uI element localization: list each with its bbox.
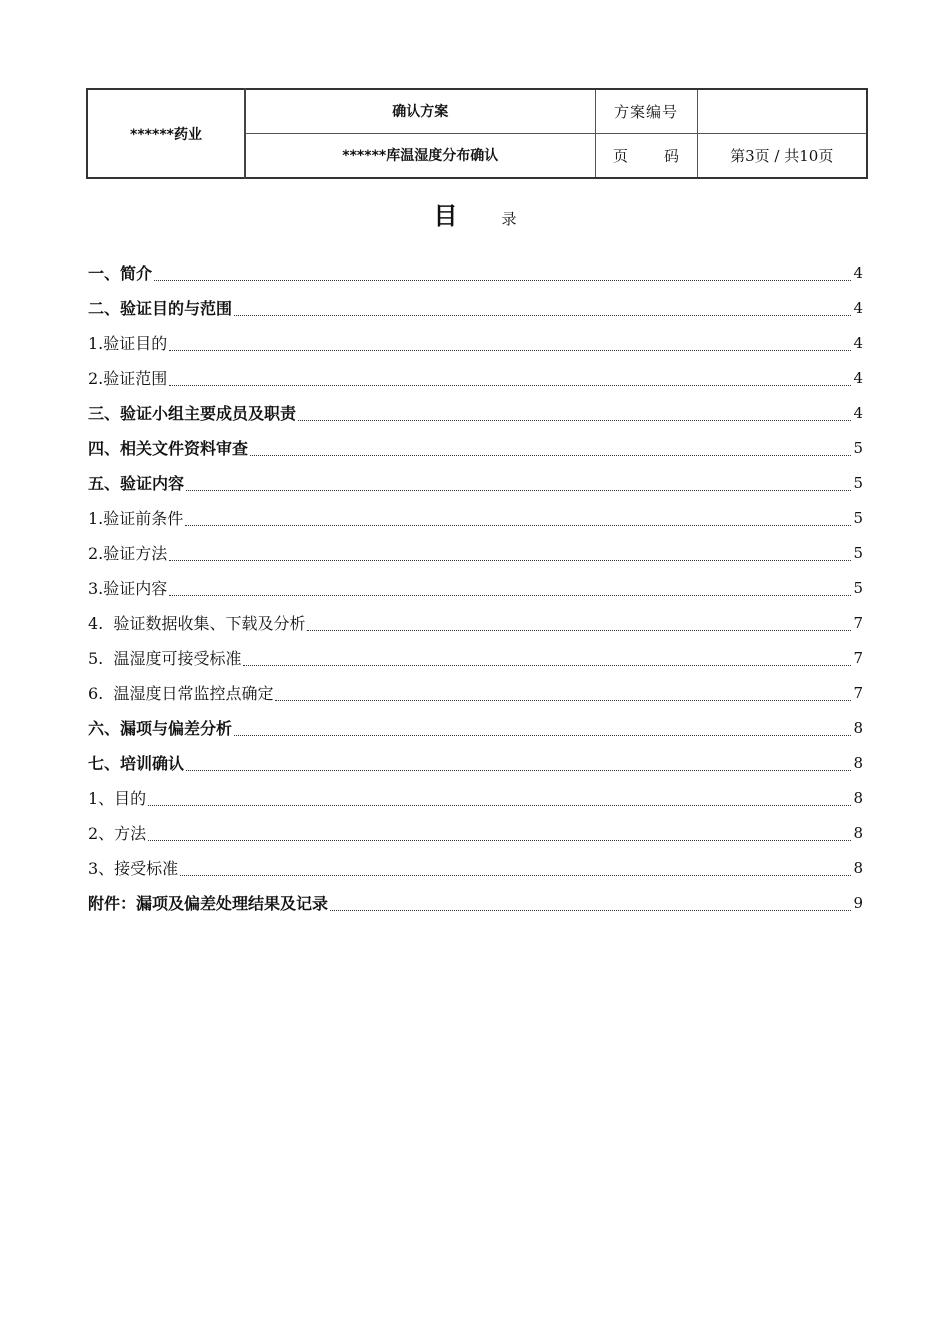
toc-entry-text: 2.验证方法	[88, 544, 168, 563]
toc-entry-text: 4. 验证数据收集、下载及分析	[88, 614, 306, 633]
toc-entry-text: 一、简介	[88, 264, 153, 283]
toc-heading-big: 目	[433, 202, 458, 230]
page-label	[595, 133, 697, 178]
toc-entry-page: 5	[853, 543, 863, 562]
document-header-table	[86, 88, 868, 179]
toc-entry-text: 2、方法	[88, 824, 147, 843]
toc-entry-page: 8	[853, 753, 863, 772]
toc-entry-text: 三、验证小组主要成员及职责	[88, 404, 297, 423]
toc-entry-text: 1.验证前条件	[88, 509, 184, 528]
toc-leader	[186, 756, 851, 771]
toc-entry-page: 7	[853, 613, 863, 632]
toc-leader	[234, 721, 851, 736]
plan-number-label: 方案编号	[595, 89, 697, 133]
toc-leader	[307, 616, 851, 631]
toc-entry-text: 3、接受标准	[88, 859, 179, 878]
toc-leader	[185, 511, 851, 526]
toc-entry[interactable]	[88, 500, 863, 535]
toc-leader	[169, 581, 851, 596]
toc-entry-page: 4	[853, 263, 863, 282]
toc-entry-page: 7	[853, 648, 863, 667]
toc-entry[interactable]	[88, 675, 863, 710]
toc-entry[interactable]	[88, 640, 863, 675]
page-label-char-1: 页	[612, 146, 628, 165]
table-of-contents	[88, 255, 863, 920]
toc-entry[interactable]	[88, 780, 863, 815]
toc-entry-page: 8	[853, 788, 863, 807]
toc-entry-page: 9	[853, 893, 863, 912]
toc-leader	[186, 476, 851, 491]
toc-entry-text: 二、验证目的与范围	[88, 299, 233, 318]
toc-entry[interactable]	[88, 430, 863, 465]
toc-leader	[330, 896, 851, 911]
page-label-char-2: 码	[664, 146, 680, 165]
doc-type: 确认方案	[245, 89, 595, 133]
toc-entry-text: 四、相关文件资料审查	[88, 439, 249, 458]
toc-entry-text: 6. 温湿度日常监控点确定	[88, 684, 274, 703]
toc-leader	[169, 546, 851, 561]
toc-entry-page: 4	[853, 333, 863, 352]
toc-entry[interactable]	[88, 570, 863, 605]
toc-entry[interactable]	[88, 290, 863, 325]
toc-entry-page: 8	[853, 718, 863, 737]
toc-leader	[243, 651, 851, 666]
toc-entry[interactable]	[88, 465, 863, 500]
toc-entry[interactable]	[88, 710, 863, 745]
toc-entry-page: 4	[853, 368, 863, 387]
toc-entry-page: 4	[853, 403, 863, 422]
toc-leader	[154, 266, 851, 281]
toc-entry-text: 五、验证内容	[88, 474, 185, 493]
toc-entry[interactable]	[88, 395, 863, 430]
toc-leader	[148, 791, 851, 806]
plan-number-value	[697, 89, 867, 133]
toc-leader	[298, 406, 851, 421]
toc-entry-page: 5	[853, 473, 863, 492]
toc-leader	[234, 301, 851, 316]
toc-entry-text: 2.验证范围	[88, 369, 168, 388]
toc-entry[interactable]	[88, 605, 863, 640]
toc-entry[interactable]	[88, 815, 863, 850]
toc-entry[interactable]	[88, 255, 863, 290]
toc-entry[interactable]	[88, 850, 863, 885]
toc-entry-page: 7	[853, 683, 863, 702]
toc-entry-page: 8	[853, 858, 863, 877]
toc-leader	[275, 686, 851, 701]
toc-entry-page: 5	[853, 438, 863, 457]
toc-entry-text: 七、培训确认	[88, 754, 185, 773]
company-name: ******药业	[87, 89, 245, 178]
toc-entry-page: 4	[853, 298, 863, 317]
toc-entry[interactable]	[88, 745, 863, 780]
toc-entry[interactable]	[88, 885, 863, 920]
toc-entry-text: 六、漏项与偏差分析	[88, 719, 233, 738]
toc-entry-text: 3.验证内容	[88, 579, 168, 598]
toc-leader	[169, 336, 851, 351]
toc-entry-page: 5	[853, 578, 863, 597]
toc-entry-text: 1.验证目的	[88, 334, 168, 353]
toc-entry-page: 8	[853, 823, 863, 842]
toc-heading	[0, 196, 950, 231]
toc-entry[interactable]	[88, 360, 863, 395]
toc-leader	[148, 826, 851, 841]
page-value: 第3页 / 共10页	[697, 133, 867, 178]
toc-entry-text: 5. 温湿度可接受标准	[88, 649, 242, 668]
toc-entry-text: 1、目的	[88, 789, 147, 808]
toc-leader	[169, 371, 851, 386]
toc-leader	[250, 441, 851, 456]
toc-entry[interactable]	[88, 535, 863, 570]
toc-heading-small: 录	[501, 210, 517, 228]
doc-title: ******库温湿度分布确认	[245, 133, 595, 178]
toc-entry-page: 5	[853, 508, 863, 527]
toc-entry[interactable]	[88, 325, 863, 360]
toc-leader	[180, 861, 851, 876]
toc-entry-text: 附件：漏项及偏差处理结果及记录	[88, 894, 329, 913]
